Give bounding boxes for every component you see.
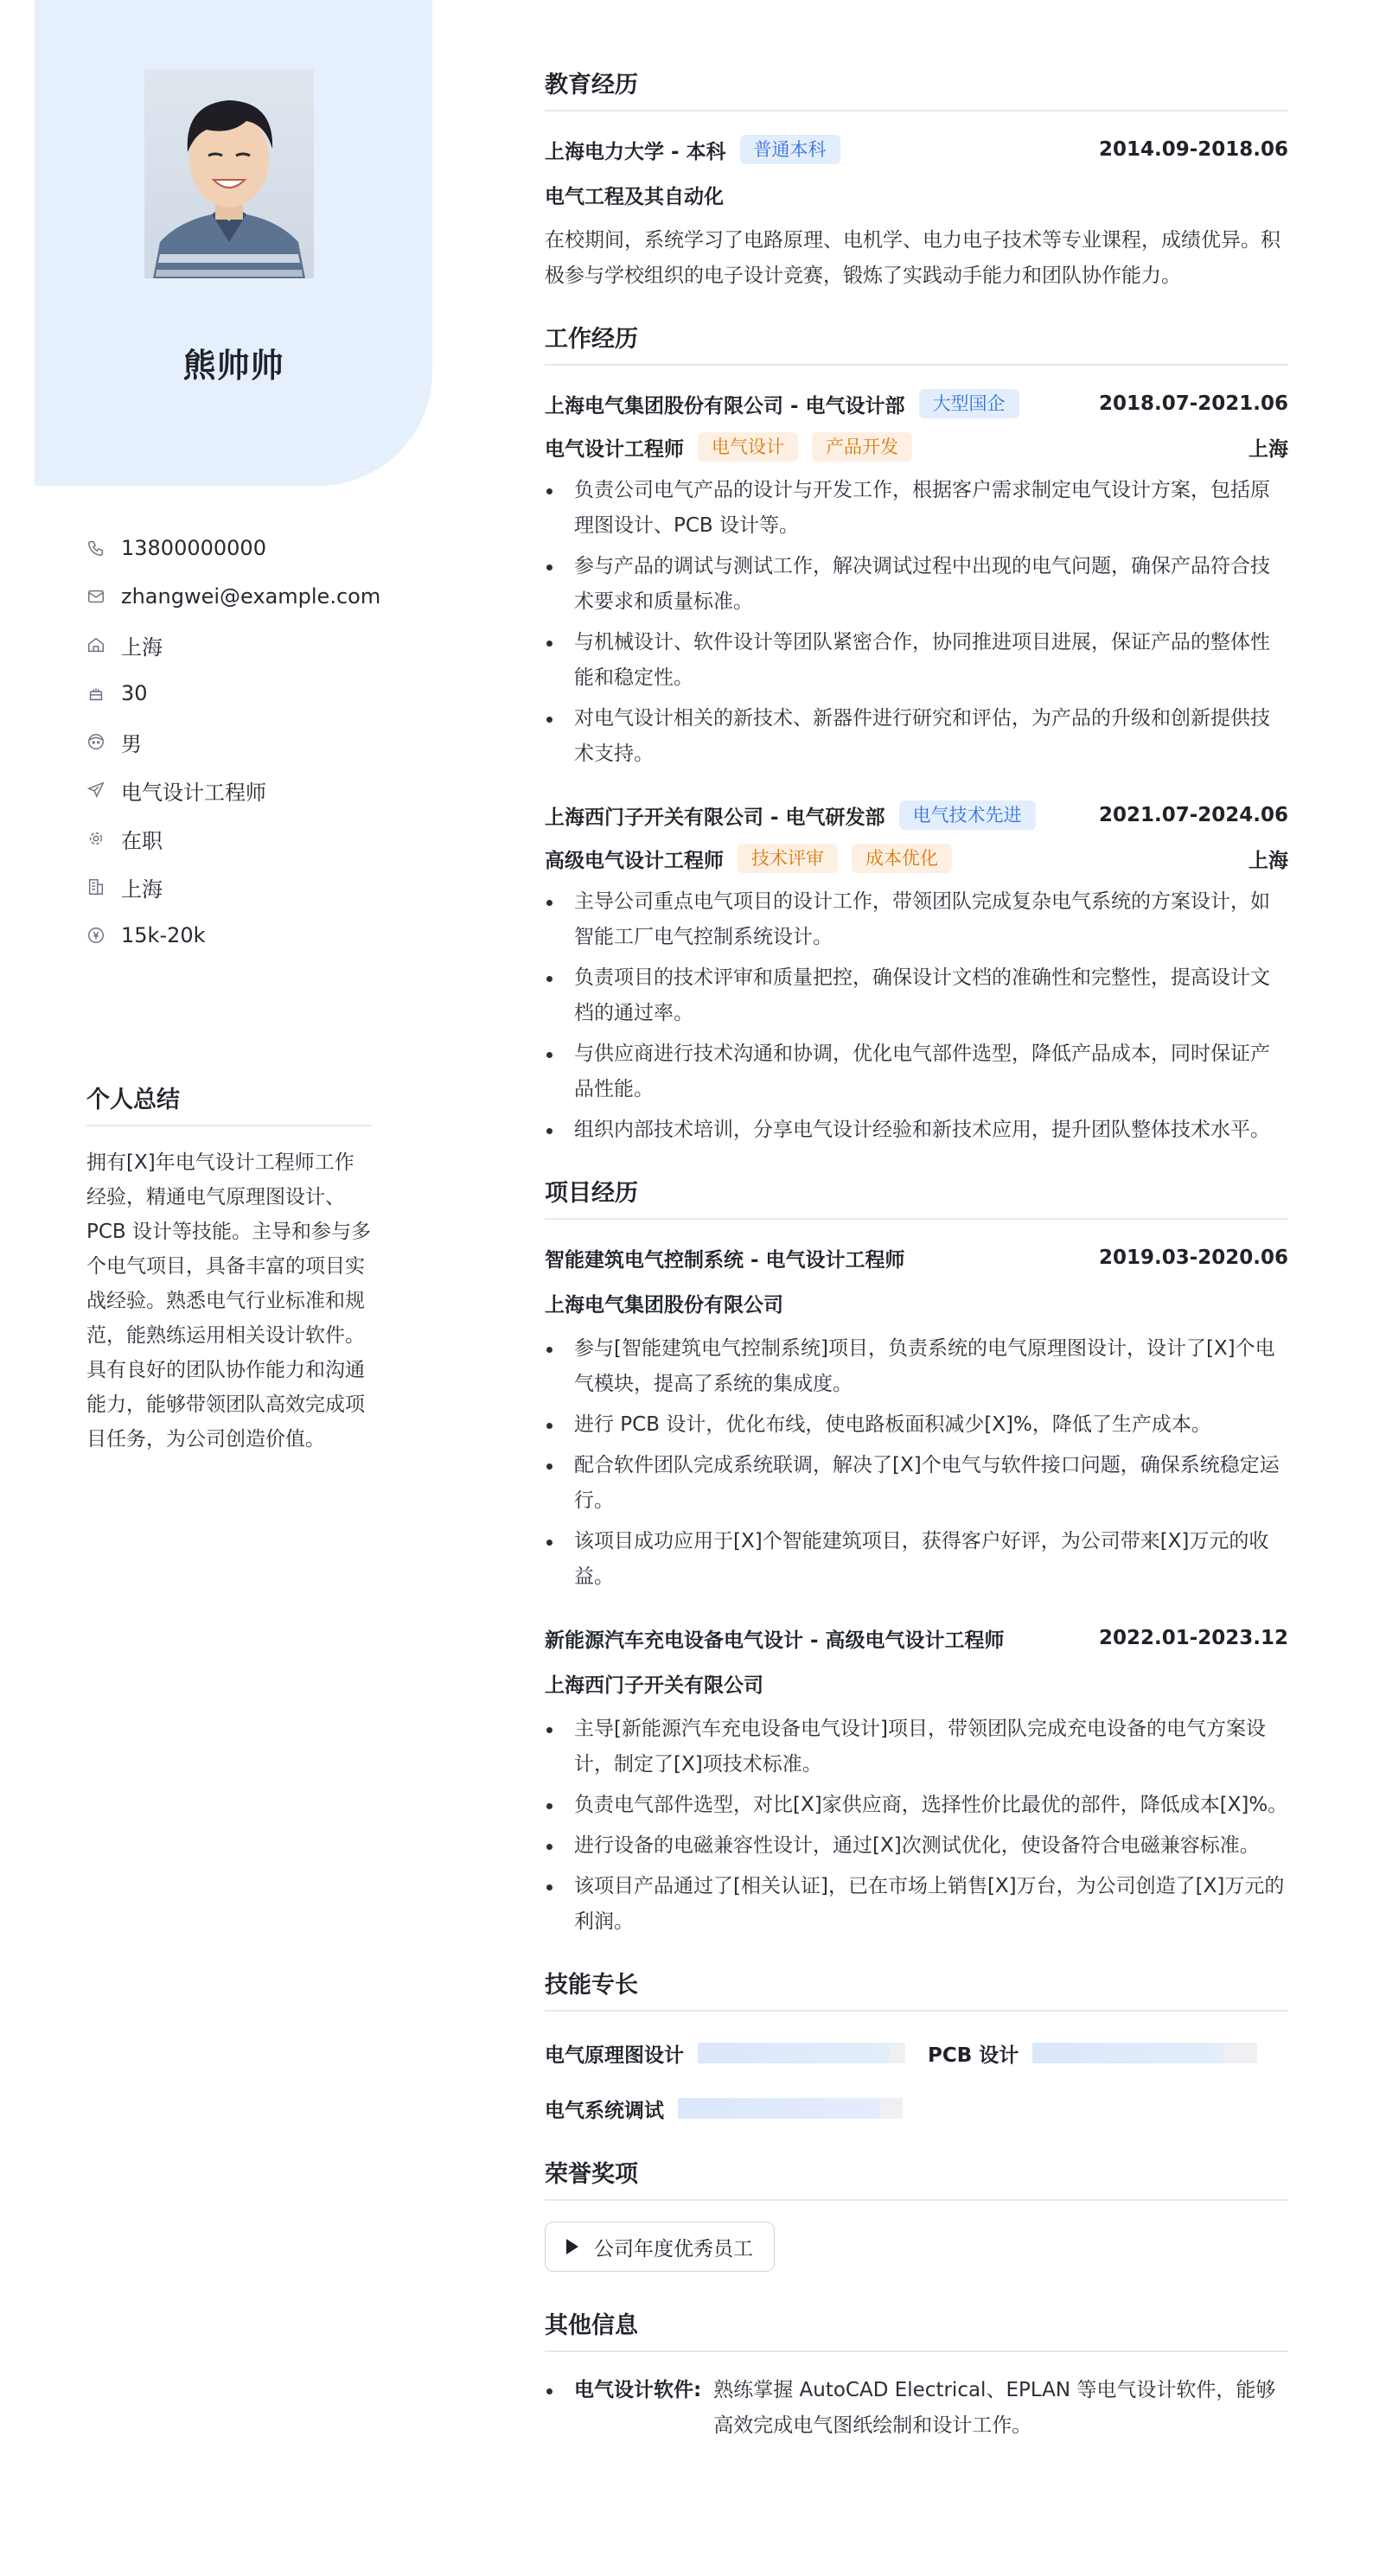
other-section [545, 2306, 1288, 2444]
section-title: 项目经历 [545, 1174, 1288, 1220]
list-item: 该项目成功应用于[X]个智能建筑项目，获得客户好评，为公司带来[X]万元的收益。 [545, 1524, 1288, 1595]
contact-text: zhangwei@example.com [121, 584, 381, 609]
contact-city [86, 863, 398, 911]
summary-title: 个人总结 [86, 1081, 372, 1126]
contact-text: 上海 [121, 634, 163, 660]
section-title: 教育经历 [545, 66, 1288, 112]
list-item: 与供应商进行技术沟通和协调，优化电气部件选型，降低产品成本，同时保证产品性能。 [545, 1036, 1288, 1107]
age-icon [86, 684, 105, 703]
skill-item [545, 2088, 903, 2129]
summary-section [86, 1081, 372, 1457]
contact-age [86, 669, 398, 717]
profile-name: 熊帅帅 [182, 347, 284, 385]
education-entry [545, 132, 1288, 294]
education-date: 2014.09-2018.06 [1098, 138, 1288, 161]
projects-section [545, 1174, 1288, 1940]
section-title: 其他信息 [545, 2306, 1288, 2352]
list-item: 主导公司重点电气项目的设计工作，带领团队完成复杂电气系统的方案设计，如智能工厂电气控制系统设计。 [545, 884, 1288, 955]
skill-fill [678, 2098, 880, 2119]
list-item: 组织内部技术培训，分享电气设计经验和新技术应用，提升团队整体技术水平。 [545, 1113, 1288, 1148]
send-icon [86, 781, 105, 800]
role-tag: 成本优化 [852, 844, 952, 873]
project-name: 新能源汽车充电设备电气设计 - 高级电气设计工程师 [545, 1629, 1005, 1652]
contact-location [86, 621, 398, 669]
skill-bar [698, 2043, 905, 2063]
contact-list [86, 524, 398, 960]
school-name: 上海电力大学 - 本科 [545, 140, 726, 163]
job-city: 上海 [1248, 849, 1288, 872]
award-item[interactable] [545, 2222, 775, 2272]
major: 电气工程及其自动化 [545, 186, 724, 208]
sidebar [35, 0, 432, 2576]
job-date: 2021.07-2024.06 [1098, 804, 1288, 826]
project-name: 智能建筑电气控制系统 - 电气设计工程师 [545, 1248, 905, 1272]
list-item: 参与产品的调试与测试工作，解决调试过程中出现的电气问题，确保产品符合技术要求和质量标准。 [545, 549, 1288, 620]
section-title: 技能专长 [545, 1966, 1288, 2012]
gender-icon [86, 732, 105, 751]
skill-bar [678, 2098, 903, 2119]
job-role: 电气设计工程师 [545, 437, 684, 461]
skills-section [545, 1966, 1288, 2143]
play-icon [566, 2239, 578, 2254]
project-company: 上海电气集团股份有限公司 [545, 1294, 783, 1317]
list-item: 进行 PCB 设计，优化布线，使电路板面积减少[X]%，降低了生产成本。 [545, 1407, 1288, 1443]
other-list [545, 2373, 1288, 2444]
job-date: 2018.07-2021.06 [1098, 392, 1288, 415]
role-tag: 技术评审 [738, 844, 838, 873]
list-item: 该项目产品通过了[相关认证]，已在市场上销售[X]万台，为公司创造了[X]万元的利润。 [545, 1869, 1288, 1940]
education-section [545, 66, 1288, 294]
job-role: 高级电气设计工程师 [545, 849, 724, 872]
list-item: 与机械设计、软件设计等团队紧密合作，协同推进项目进展，保证产品的整体性能和稳定性。 [545, 625, 1288, 696]
home-icon [86, 635, 105, 654]
skill-name: PCB 设计 [928, 2044, 1019, 2067]
other-text: 熟练掌握 AutoCAD Electrical、EPLAN 等电气设计软件，能够高效完成电气图纸绘制和设计工作。 [713, 2379, 1276, 2437]
project-bullets [545, 1712, 1288, 1940]
list-item: 负责公司电气产品的设计与开发工作，根据客户需求制定电气设计方案，包括原理图设计、PCB 设计等。 [545, 473, 1288, 544]
list-item: 负责项目的技术评审和质量把控，确保设计文档的准确性和完整性，提高设计文档的通过率。 [545, 960, 1288, 1031]
list-item: 对电气设计相关的新技术、新器件进行研究和评估，为产品的升级和创新提供技术支持。 [545, 701, 1288, 772]
contact-text: 15k-20k [121, 923, 206, 947]
contact-text: 30 [121, 681, 148, 705]
mail-icon [86, 587, 105, 606]
awards-section [545, 2155, 1288, 2294]
other-label: 电气设计软件: [574, 2379, 702, 2401]
project-entry [545, 1621, 1288, 1940]
contact-phone [86, 524, 398, 572]
contact-text: 电气设计工程师 [121, 780, 266, 805]
project-entry [545, 1240, 1288, 1595]
job-city: 上海 [1248, 437, 1288, 461]
company-tag: 大型国企 [919, 389, 1019, 418]
contact-salary [86, 911, 398, 960]
section-title: 工作经历 [545, 320, 1288, 366]
contact-gender [86, 717, 398, 766]
contact-text: 在职 [121, 828, 163, 853]
list-item [545, 2373, 1288, 2444]
role-tag: 产品开发 [812, 432, 912, 462]
skill-name: 电气系统调试 [545, 2099, 664, 2122]
phone-icon [86, 539, 105, 558]
avatar-photo [144, 69, 314, 278]
project-date: 2019.03-2020.06 [1098, 1247, 1288, 1269]
skill-name: 电气原理图设计 [545, 2044, 684, 2067]
contact-position [86, 766, 398, 814]
status-icon [86, 829, 105, 848]
job-bullets [545, 473, 1288, 772]
list-item: 配合软件团队完成系统联调，解决了[X]个电气与软件接口问题，确保系统稳定运行。 [545, 1448, 1288, 1519]
award-label: 公司年度优秀员工 [594, 2237, 753, 2260]
school-tag: 普通本科 [740, 135, 840, 164]
profile-header [35, 0, 432, 486]
contact-email [86, 572, 398, 621]
project-bullets [545, 1331, 1288, 1595]
company-tag: 电气技术先进 [899, 800, 1036, 830]
section-title: 荣誉奖项 [545, 2155, 1288, 2201]
company-name: 上海西门子开关有限公司 - 电气研发部 [545, 806, 885, 829]
contact-status [86, 814, 398, 863]
contact-text: 上海 [121, 877, 163, 902]
skill-item [928, 2032, 1257, 2074]
education-desc: 在校期间，系统学习了电路原理、电机学、电力电子技术等专业课程，成绩优异。积极参与学校组织的电子设计竞赛，锻炼了实践动手能力和团队协作能力。 [545, 229, 1280, 287]
project-company: 上海西门子开关有限公司 [545, 1674, 763, 1697]
contact-text: 13800000000 [121, 536, 266, 560]
list-item: 主导[新能源汽车充电设备电气设计]项目，带领团队完成充电设备的电气方案设计，制定了[X]项技术标准。 [545, 1712, 1288, 1782]
job-entry [545, 798, 1288, 1148]
job-entry [545, 386, 1288, 772]
salary-icon [86, 926, 105, 945]
company-name: 上海电气集团股份有限公司 - 电气设计部 [545, 394, 905, 418]
skill-bar [1032, 2043, 1257, 2063]
role-tag: 电气设计 [698, 432, 798, 462]
project-date: 2022.01-2023.12 [1098, 1627, 1288, 1649]
list-item: 进行设备的电磁兼容性设计，通过[X]次测试优化，使设备符合电磁兼容标准。 [545, 1828, 1288, 1864]
list-item: 负责电气部件选型，对比[X]家供应商，选择性价比最优的部件，降低成本[X]%。 [545, 1788, 1288, 1823]
skills-list [545, 2032, 1288, 2143]
summary-text: 拥有[X]年电气设计工程师工作经验，精通电气原理图设计、PCB 设计等技能。主导和参与多个电气项目，具备丰富的项目实战经验。熟悉电气行业标准和规范，能熟练运用相关设计软件。具有良好的团队协作能力和沟通能力，能够带领团队高效完成项目任务，为公司创造价值。 [86, 1151, 372, 1451]
avatar [144, 69, 314, 278]
job-bullets [545, 884, 1288, 1148]
skill-item [545, 2032, 905, 2074]
skill-fill [1032, 2043, 1223, 2063]
main-content [545, 66, 1288, 2456]
contact-text: 男 [121, 731, 142, 756]
list-item: 参与[智能建筑电气控制系统]项目，负责系统的电气原理图设计，设计了[X]个电气模块，提高了系统的集成度。 [545, 1331, 1288, 1402]
skill-fill [698, 2043, 889, 2063]
work-section [545, 320, 1288, 1148]
building-icon [86, 877, 105, 896]
